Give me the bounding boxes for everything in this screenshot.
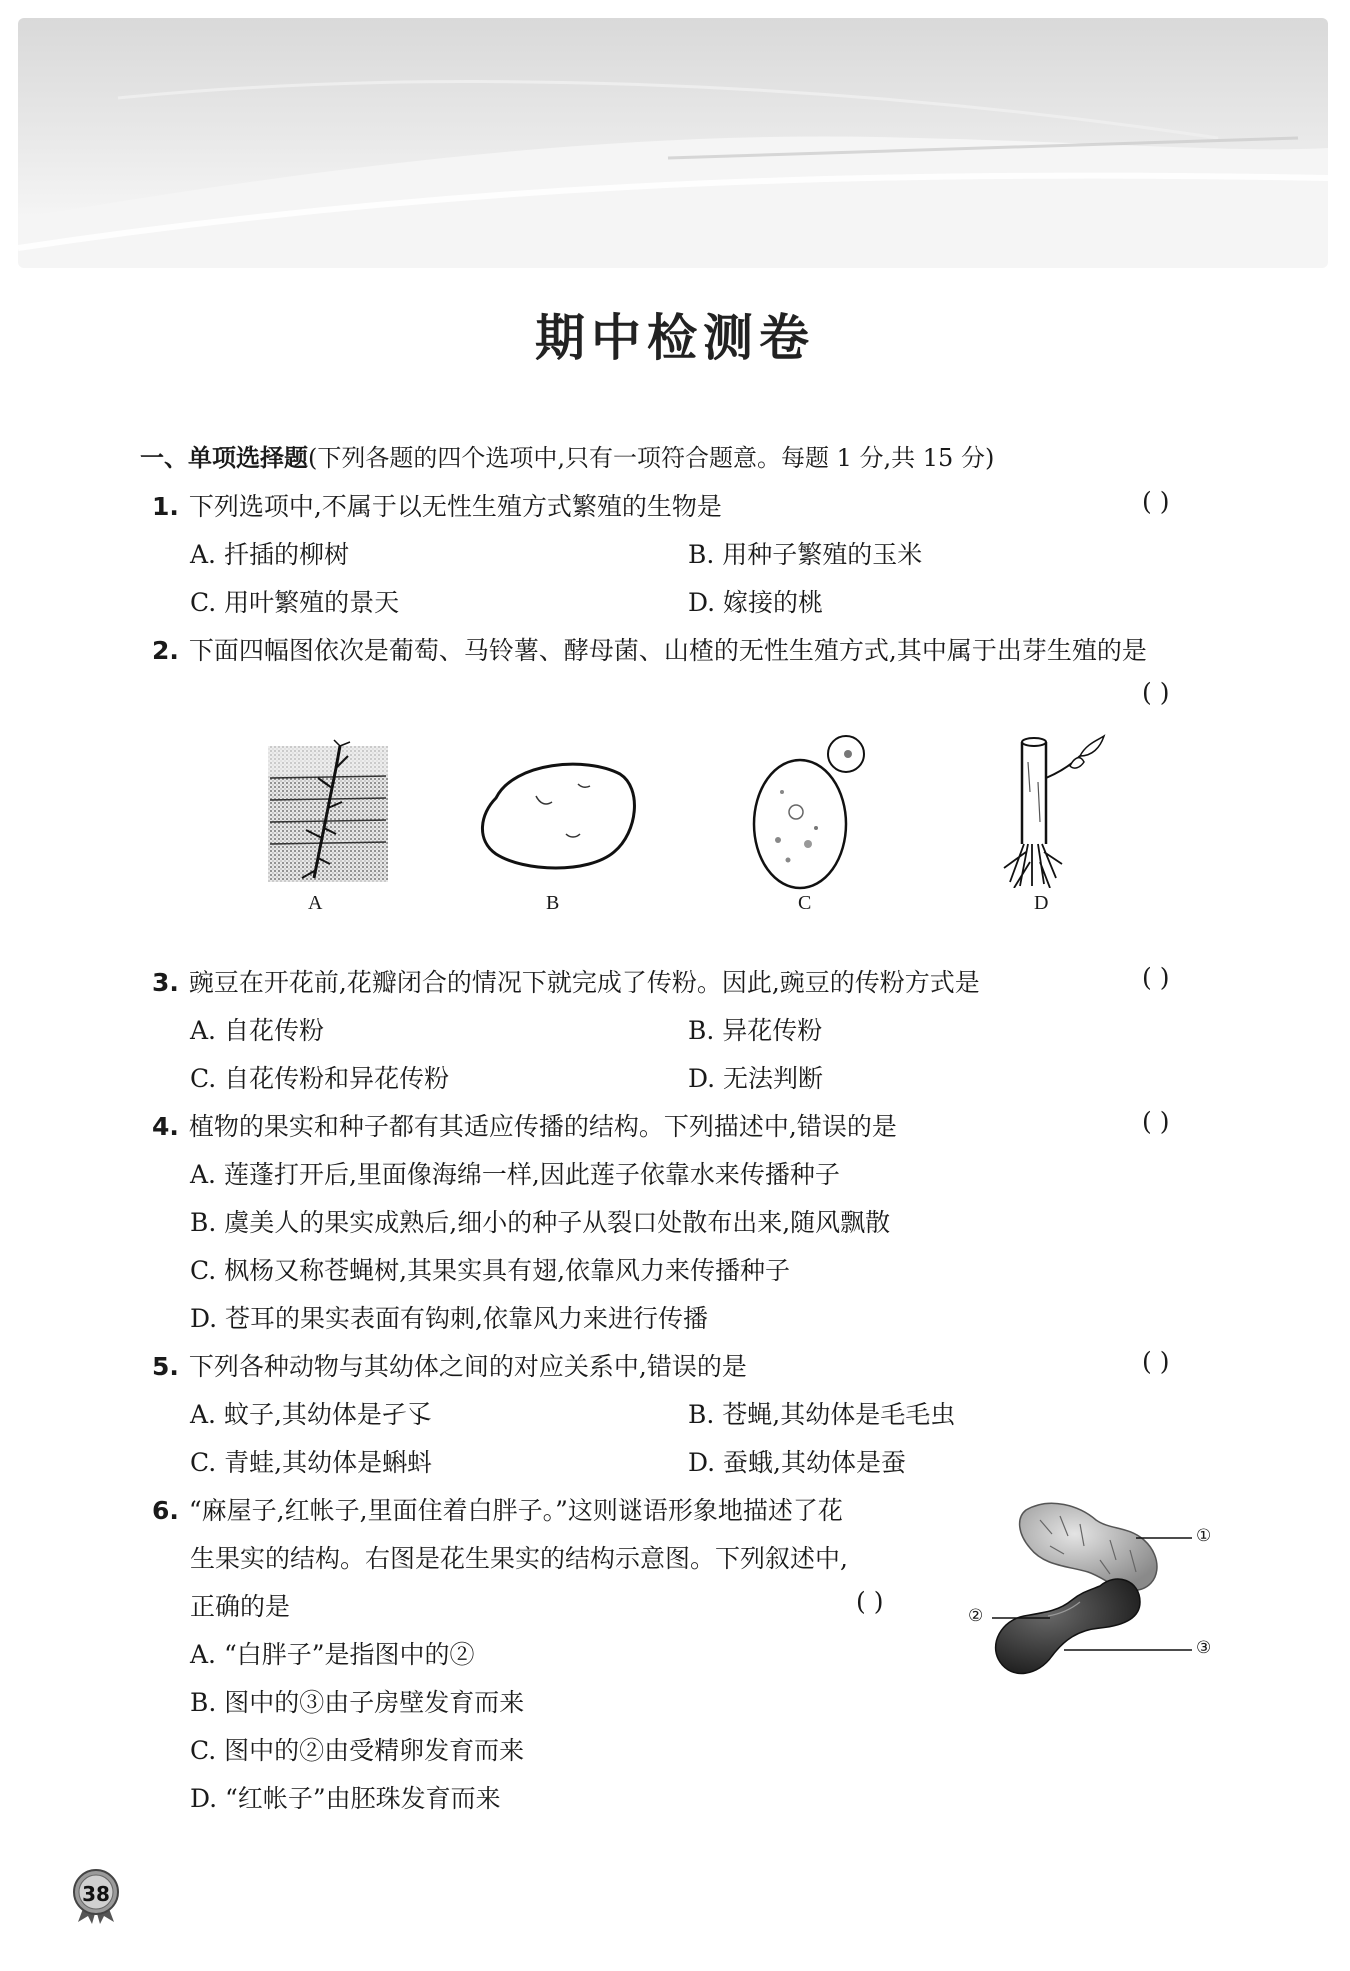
question-1 (152, 487, 722, 523)
option-5c: C. 青蛙,其幼体是蝌蚪 (190, 1448, 433, 1477)
question-stem: 下面四幅图依次是葡萄、马铃薯、酵母菌、山楂的无性生殖方式,其中属于出芽生殖的是 (188, 636, 1147, 665)
section-title: 一、单项选择题 (140, 444, 308, 472)
question-number: 4. (152, 1112, 179, 1141)
question-5 (152, 1347, 747, 1383)
question-2 (152, 631, 1147, 667)
page-title: 期中检测卷 (535, 309, 815, 367)
option-3b: B. 异花传粉 (688, 1016, 823, 1045)
peanut-structure-diagram (960, 1490, 1210, 1720)
option-6d: D. “红帐子”由胚珠发育而来 (190, 1784, 501, 1813)
option-1b: B. 用种子繁殖的玉米 (688, 540, 923, 569)
figure-label-a: A (308, 892, 323, 914)
question-stem: 豌豆在开花前,花瓣闭合的情况下就完成了传粉。因此,豌豆的传粉方式是 (188, 968, 980, 997)
option-4c: C. 枫杨又称苍蝇树,其果实具有翅,依靠风力来传播种子 (190, 1256, 791, 1285)
question-number: 1. (152, 492, 179, 521)
option-4b: B. 虞美人的果实成熟后,细小的种子从裂口处散布出来,随风飘散 (190, 1208, 891, 1237)
question-6-line-3: 正确的是 (190, 1592, 291, 1621)
question-stem: 植物的果实和种子都有其适应传播的结构。下列描述中,错误的是 (188, 1112, 897, 1141)
figure-label-d: D (1034, 892, 1049, 914)
question-stem: 下列选项中,不属于以无性生殖方式繁殖的生物是 (188, 492, 722, 521)
option-6a: A. “白胖子”是指图中的② (190, 1640, 475, 1669)
question-3 (152, 963, 980, 999)
question-number: 3. (152, 968, 179, 997)
question-stem: 下列各种动物与其幼体之间的对应关系中,错误的是 (188, 1352, 747, 1381)
option-6c: C. 图中的②由受精卵发育而来 (190, 1736, 525, 1765)
option-1c: C. 用叶繁殖的景天 (190, 588, 400, 617)
peanut-callout-3: ③ (1196, 1638, 1212, 1658)
header-banner (18, 18, 1328, 268)
potato-illustration (474, 756, 640, 874)
question-stem: “麻屋子,红帐子,里面住着白胖子。”这则谜语形象地描述了花 (188, 1496, 843, 1525)
question-6-line-2: 生果实的结构。右图是花生果实的结构示意图。下列叙述中, (190, 1544, 848, 1573)
question-number: 5. (152, 1352, 179, 1381)
question-4 (152, 1107, 897, 1143)
option-6b: B. 图中的③由子房壁发育而来 (190, 1688, 525, 1717)
option-1d: D. 嫁接的桃 (688, 588, 824, 617)
option-1a: A. 扦插的柳树 (190, 540, 349, 569)
section-instruction: (下列各题的四个选项中,只有一项符合题意。每题 1 分,共 15 分) (308, 444, 995, 472)
answer-blank-2: ( ) (1142, 678, 1170, 707)
yeast-budding-illustration (748, 732, 870, 892)
answer-blank-6: ( ) (856, 1587, 884, 1616)
grape-cutting-illustration (266, 738, 390, 886)
option-5a: A. 蚊子,其幼体是孑孓 (190, 1400, 432, 1429)
peanut-callout-2: ② (968, 1606, 984, 1626)
option-4a: A. 莲蓬打开后,里面像海绵一样,因此莲子依靠水来传播种子 (190, 1160, 840, 1189)
answer-blank-1: ( ) (1142, 487, 1170, 516)
answer-blank-3: ( ) (1142, 963, 1170, 992)
option-4d: D. 苍耳的果实表面有钩刺,依靠风力来进行传播 (190, 1304, 708, 1333)
figure-label-b: B (546, 892, 560, 914)
figure-label-c: C (798, 892, 812, 914)
option-3d: D. 无法判断 (688, 1064, 824, 1093)
option-5b: B. 苍蝇,其幼体是毛毛虫 (688, 1400, 956, 1429)
option-5d: D. 蚕蛾,其幼体是蚕 (688, 1448, 906, 1477)
hawthorn-stem-illustration (1000, 732, 1114, 888)
option-3a: A. 自花传粉 (190, 1016, 324, 1045)
answer-blank-4: ( ) (1142, 1107, 1170, 1136)
option-3c: C. 自花传粉和异花传粉 (190, 1064, 450, 1093)
section-heading (140, 438, 994, 473)
banner-wave-graphic (18, 18, 1328, 268)
question-number: 2. (152, 636, 179, 665)
question-6 (152, 1491, 843, 1527)
peanut-callout-1: ① (1196, 1526, 1212, 1546)
answer-blank-5: ( ) (1142, 1347, 1170, 1376)
question-number: 6. (152, 1496, 179, 1525)
page-number: 38 (82, 1882, 110, 1906)
